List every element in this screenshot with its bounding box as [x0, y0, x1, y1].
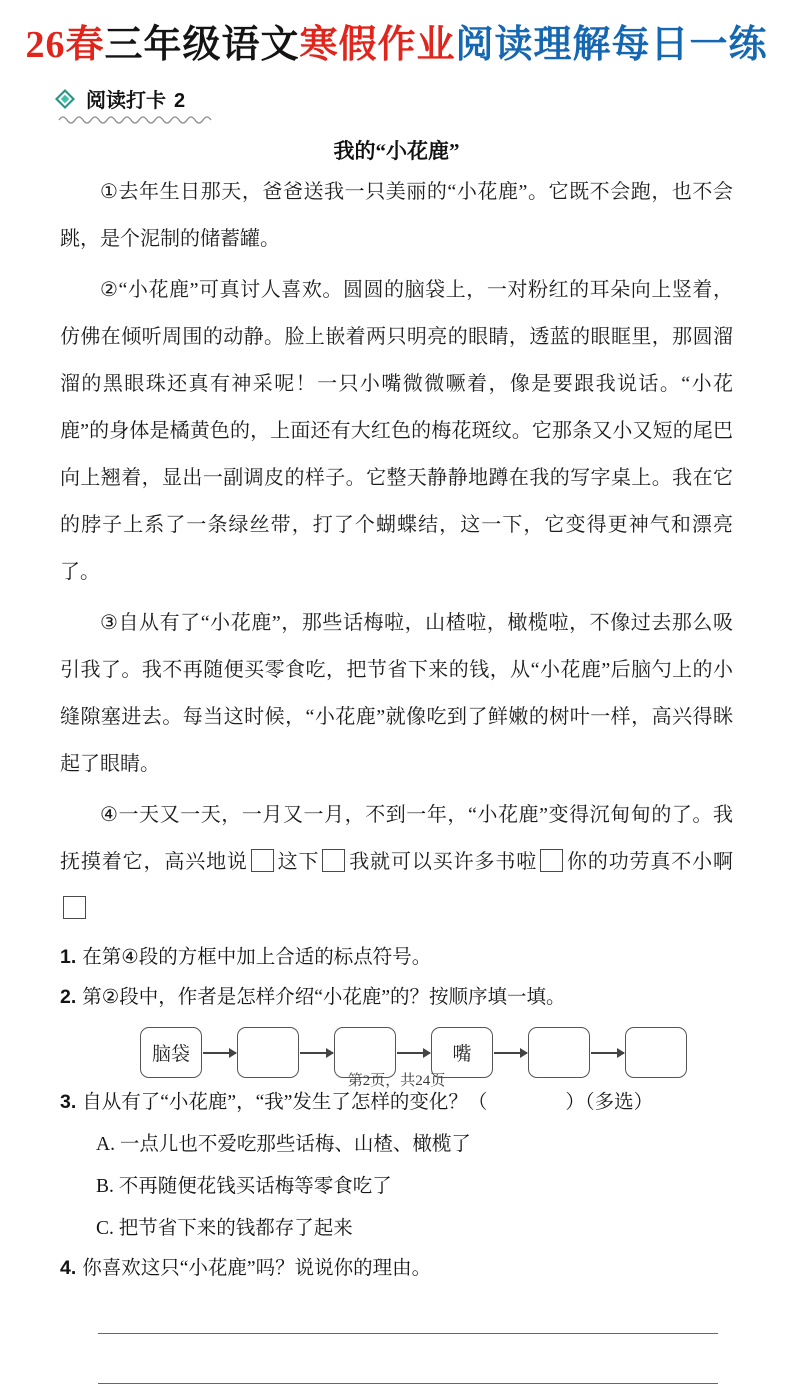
- question-4-number: 4.: [60, 1257, 77, 1279]
- answer-line-1[interactable]: [98, 1284, 718, 1334]
- section-header: [58, 84, 793, 113]
- paragraph4-segment: 你的功劳真不小啊: [566, 851, 734, 873]
- paragraph4-segment: 我就可以买许多书啦: [348, 851, 538, 873]
- section-badge: [86, 84, 185, 113]
- article-paragraph-2: ②“小花鹿”可真讨人喜欢。圆圆的脑袋上，一对粉红的耳朵向上竖着，仿佛在倾听周围的动静。脸上嵌着两只明亮的眼睛，透蓝的眼眶里，那圆溜溜的黑眼珠还真有神采呢！一只小嘴微微噘着，像是要跟我说话。“小花鹿”的身体是橘黄色的，上面还有大红色的梅花斑纹。它那条又小又短的尾巴向上翘着，显出一副调皮的样子。它整天静静地蹲在我的写字桌上。我在它的脖子上系了一条绿丝带，打了个蝴蝶结，这一下，它变得更神气和漂亮了。: [60, 279, 733, 583]
- question-1-number: 1.: [60, 946, 77, 968]
- question-1-text: 在第④段的方框中加上合适的标点符号。: [82, 947, 432, 968]
- page-title: [0, 0, 793, 68]
- question-1: [60, 942, 733, 973]
- wavy-underline: [57, 115, 215, 123]
- title-part-grade: 三年级语文: [104, 24, 300, 66]
- question-4: [60, 1253, 733, 1284]
- question-2-number: 2.: [60, 986, 77, 1008]
- paragraph4-segment: 这下: [276, 851, 320, 873]
- punctuation-box[interactable]: [251, 849, 274, 872]
- title-part-term: 26春: [25, 24, 105, 66]
- title-part-series: 阅读理解每日一练: [455, 24, 768, 66]
- punctuation-box[interactable]: [63, 896, 86, 919]
- flow-box-4-label: 嘴: [452, 1044, 472, 1065]
- title-part-homework: 寒假作业: [299, 24, 456, 66]
- question-3-text: 自从有了“小花鹿”，“我”发生了怎样的变化？（ ）（多选）: [82, 1092, 654, 1113]
- arrow-right-icon: [203, 1052, 236, 1054]
- punctuation-box[interactable]: [322, 849, 345, 872]
- arrow-right-icon: [397, 1052, 430, 1054]
- answer-line-2[interactable]: [98, 1334, 718, 1384]
- question-3-option-b: B. 不再随便花钱买话梅等零食吃了: [96, 1176, 392, 1197]
- arrow-right-icon: [591, 1052, 624, 1054]
- arrow-right-icon: [494, 1052, 527, 1054]
- article-title: 我的“小花鹿”: [333, 139, 460, 163]
- section-badge-label: 阅读打卡: [86, 90, 166, 112]
- question-3-number: 3.: [60, 1091, 77, 1113]
- question-3-option-c: C. 把节省下来的钱都存了起来: [96, 1218, 353, 1239]
- question-4-text: 你喜欢这只“小花鹿”吗？说说你的理由。: [82, 1258, 432, 1279]
- punctuation-box[interactable]: [540, 849, 563, 872]
- paragraph4-segment: ④一天又一天，一月又一月，不到一年，“小花鹿”变得沉甸甸的了。我抚摸着它，高兴地说: [60, 804, 733, 873]
- section-badge-number: 2: [174, 90, 186, 112]
- article-paragraph-1: ①去年生日那天，爸爸送我一只美丽的“小花鹿”。它既不会跑，也不会跳，是个泥制的储蓄罐。: [60, 181, 733, 250]
- question-3: [60, 1087, 733, 1118]
- article-paragraph-4: [60, 792, 733, 933]
- article-paragraph-3: ③自从有了“小花鹿”，那些话梅啦，山楂啦，橄榄啦，不像过去那么吸引我了。我不再随便买零食吃，把节省下来的钱，从“小花鹿”后脑勺上的小缝隙塞进去。每当这时候，“小花鹿”就像吃到了鲜嫩的树叶一样，高兴得眯起了眼睛。: [60, 612, 733, 775]
- arrow-right-icon: [300, 1052, 333, 1054]
- flow-box-1-label: 脑袋: [151, 1044, 190, 1065]
- page-footer: 第2页，共24页: [347, 1073, 446, 1089]
- question-3-option-a: A. 一点儿也不爱吃那些话梅、山楂、橄榄了: [96, 1134, 471, 1155]
- diamond-icon: [55, 89, 75, 109]
- question-2: [60, 982, 733, 1013]
- question-2-text: 第②段中，作者是怎样介绍“小花鹿”的？按顺序填一填。: [82, 987, 566, 1008]
